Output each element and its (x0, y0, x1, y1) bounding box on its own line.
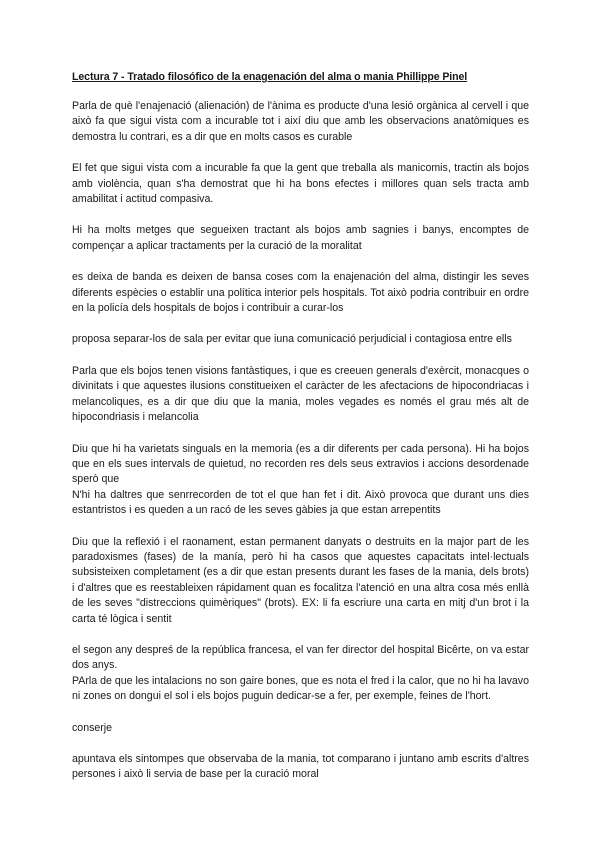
paragraph-13: apuntava els sintompes que observaba de la mania, tot comparano i juntano amb escrits d'altres persones i això li servia de base per la curació moral (72, 753, 529, 781)
paragraph-1: Parla de què l'enajenació (alienación) de l'ànima es producte d'una lesió orgànica al cervell i que això fa que sigui vista com a incurable tot i així diu que amb les observacions anatòmiques es demostra lu contrari, es a dir que en molts casos es curable (72, 100, 529, 143)
paragraph-7: Diu que hi ha varietats singuals en la memoria (es a dir diferents per cada persona). Hi ha bojos que en els sues intervals de quietud, no recorden res dels seus extravios i accions desordenade sperò que (72, 442, 529, 486)
paragraph-2: El fet que sigui vista com a incurable fa que la gent que treballa als manicomis, tractin als bojos amb violència, quan s'ha demostrat que hi ha bons efectes i millores quan sels tracta amb amabilitat i actitud compasiva. (72, 162, 529, 206)
paragraph-5: proposa separar-los de sala per evitar que iuna comunicació perjudicial i contagiosa entre ells (72, 333, 512, 346)
paragraph-3: Hi ha molts metges que segueixen tractant als bojos amb sagnies i banys, encomptes de compençar a aplicar tractaments per la curació de la moralitat (72, 224, 529, 252)
paragraph-12: conserje (72, 721, 113, 734)
paragraph-11: PArla de que les intalacions no son gaire bones, que es nota el fred i la calor, que no hi ha lavavo ni zones on dongui el sol i els bojos puguin dedicar-se a fer, per exemple, feines de l'hort. (72, 674, 529, 703)
paragraph-10: el segon any despreś de la república francesa, el van fer director del hospital Bicêrte, on va estar dos anys. (72, 643, 529, 672)
document-title: Lectura 7 - Tratado filosófico de la enagenación del alma o mania Phillippe Pinel (72, 71, 468, 83)
paragraph-6: Parla que els bojos tenen visions fantàstiques, i que es creeuen generals d'exèrcit, monacques o divinitats i que aquestes ilusions constitueixen el caràcter de les afectacions de hipocondriacas i melancoliques, es a dir que diu que la mania, moles vegades es només el grau més alt de hipocondriasis i melancolia (72, 364, 529, 424)
paragraph-8: N'hi ha daltres que senrrecorden de tot el que han fet i dit. Això provoca que durant uns dies estantristos i es queden a un racó de les seves gàbies ja que estan arrepentits (72, 488, 529, 517)
paragraph-9: Diu que la reflexió i el raonament, estan permanent danyats o destruits en la major part de les paradoxismes (fases) de la manía, però hi ha casos que aquestes capacitats intel·lectuals subsisteixen completament (es a dir que estan presents durant les fases de la mania, dels brots) i d'altres que es reestableixen rápidament quan es focalitza l'atenció en una altra cosa més enllà de les seves "distreccions quimèriques" (brots). EX: li fa escriure una carta en mitj d'un brot i la carta té lògica i sentit (72, 535, 529, 625)
paragraph-4: es deixa de banda es deixen de bansa coses com la enajenación del alma, distingir les seves diferents espècies o establir una política interior pels hospitals. Tot això podria contribuir en ordre en la policía dels hospitals de bojos i contribuir a curar-los (72, 271, 529, 315)
